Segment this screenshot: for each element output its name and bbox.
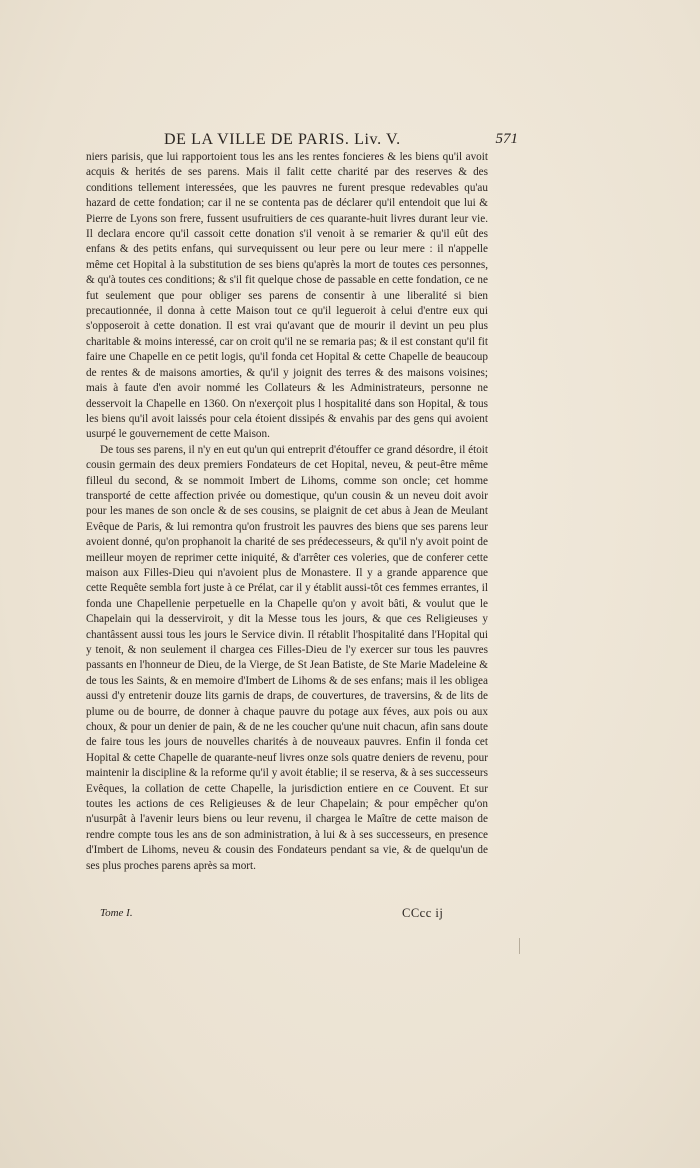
running-head xyxy=(86,131,518,151)
page-footer xyxy=(86,907,488,923)
paragraph-2: De tous ses parens, il n'y en eut qu'un qui entreprit d'étouffer ce grand désordre, il étoit cousin germain des deux premiers Fondateurs de cet Hopital, neveu, & peut-être même filleul du second, & se nommoit Imbert de Lihoms, comme son oncle; cet homme transporté de cette affection privée ou domestique, qu'un cousin & un neveu doit avoir pour les manes de son oncle & de ses cousins, se plaignit de cet abus à Jean de Meulant Evêque de Paris, & lui remontra qu'on frustroit les pauvres des biens que ses parens leur avoient donné, qu'on prophanoit la charité de ses prédecesseurs, & qu'il n'y avoit point de meilleur moyen de reprimer cette iniquité, & d'arrêter ces voleries, que de conferer cette maison aux Filles-Dieu qui n'avoient plus de Monastere. Il y a grande apparence que cette Requête sembla fort juste à ce Prélat, car il y établit aussi-tôt ces femmes errantes, il fonda une Chapellenie perpetuelle en la Chapelle qu'on y avoit bâti, & voulut que le Chapelain qui la desserviroit, y dit la Messe tous les jours, & que ces Religieuses y chantâssent aussi tous les jours le Service divin. Il rétablit l'hospitalité dans l'Hopital qui y tenoit, & non seulement il chargea ces Filles-Dieu de l'y exercer sur tous les pauvres passants en l'honneur de Dieu, de la Vierge, de St Jean Batiste, de Ste Marie Madeleine & de tous les Saints, & en memoire d'Imbert de Lihoms & de ses enfans; mais il les obligea aussi d'y entretenir douze lits garnis de draps, de couvertures, de traversins, & de lits de plume ou de bourre, de donner à chaque pauvre du potage aux féves, aux pois ou aux choux, & pour un denier de pain, & de ne les coucher qu'une nuit chacun, afin sans doute de faire tous les jours de nouvelles charités à de nouveaux pauvres. Enfin il fonda cet Hopital & cette Chapelle de quarante-neuf livres onze sols quatre deniers de revenu, pour maintenir la discipline & la reforme qu'il y avoit établie; il se reserva, & à ses successeurs Evêques, la collation de cette Chapelle, la jurisdiction entiere en ce Couvent. Et sur toutes les actions de ces Religieuses & de leur Chapelain; & pour empêcher qu'on n'usurpât à l'avenir leurs biens ou leur revenu, il chargea le Maître de cette maison de rendre compte tous les ans de son administration, à lui & à ses successeurs, en presence d'Imbert de Lihoms, neveu & cousin des Fondateurs pendant sa vie, & de quelqu'un de ses plus proches parens après sa mort. xyxy=(86,443,488,872)
running-title: DE LA VILLE DE PARIS. Liv. V. xyxy=(164,131,401,148)
page-number: 571 xyxy=(495,131,518,147)
body-text xyxy=(86,150,488,874)
tome-label: Tome I. xyxy=(100,907,133,919)
paragraph-1: niers parisis, que lui rapportoient tous les ans les rentes foncieres & les biens qu'il avoit acquis & herités de ses parens. Mais il falit cette charité par des reserves & des conditions tellement interessées, que les pauvres ne furent presque redevables qu'au hazard de cette fondation; car il ne se contenta pas de déclarer qu'il entendoit que lui & Pierre de Lyons son frere, fussent usufruitiers de ces quarante-huit livres durant leur vie. Il declara encore qu'il cassoit cette donation s'il venoit à se remarier & qu'il eût des enfans & des petits enfans, qui survequissent ou leur pere ou leur mere : il n'appelle même cet Hopital à la substitution de ses biens qu'après la mort de toutes ces personnes, & qu'à toutes ces conditions; & s'il fit quelque chose de passable en cette fondation, ce ne fut seulement que pour obliger ses parens de consentir à une liberalité si bien precautionnée, il donna à cette Maison tout ce qu'il legueroit à celui d'entre eux qui s'opposeroit à cette donation. Il est vrai qu'avant que de mourir il devint un peu plus charitable & moins interessé, car on croit qu'il ne se remaria pas; & il est constant qu'il fit faire une Chapelle en ce petit logis, qu'il fonda cet Hopital & cette Chapelle de beaucoup de rentes & de maisons amorties, & qu'il y joignit des terres & des maisons voisines; mais à faute d'en avoir nommé les Collateurs & les Administrateurs, personne ne desservoit la Chapelle en 1360. On n'exerçoit plus l hospitalité dans son Hopital, & tous les biens qu'il avoit laissés pour cela étoient dissipés & envahis par des gens qui avoient usurpé le gouvernement de cette Maison. xyxy=(86,151,488,441)
signature-mark: CCcc ij xyxy=(402,906,444,920)
margin-mark xyxy=(519,938,520,954)
